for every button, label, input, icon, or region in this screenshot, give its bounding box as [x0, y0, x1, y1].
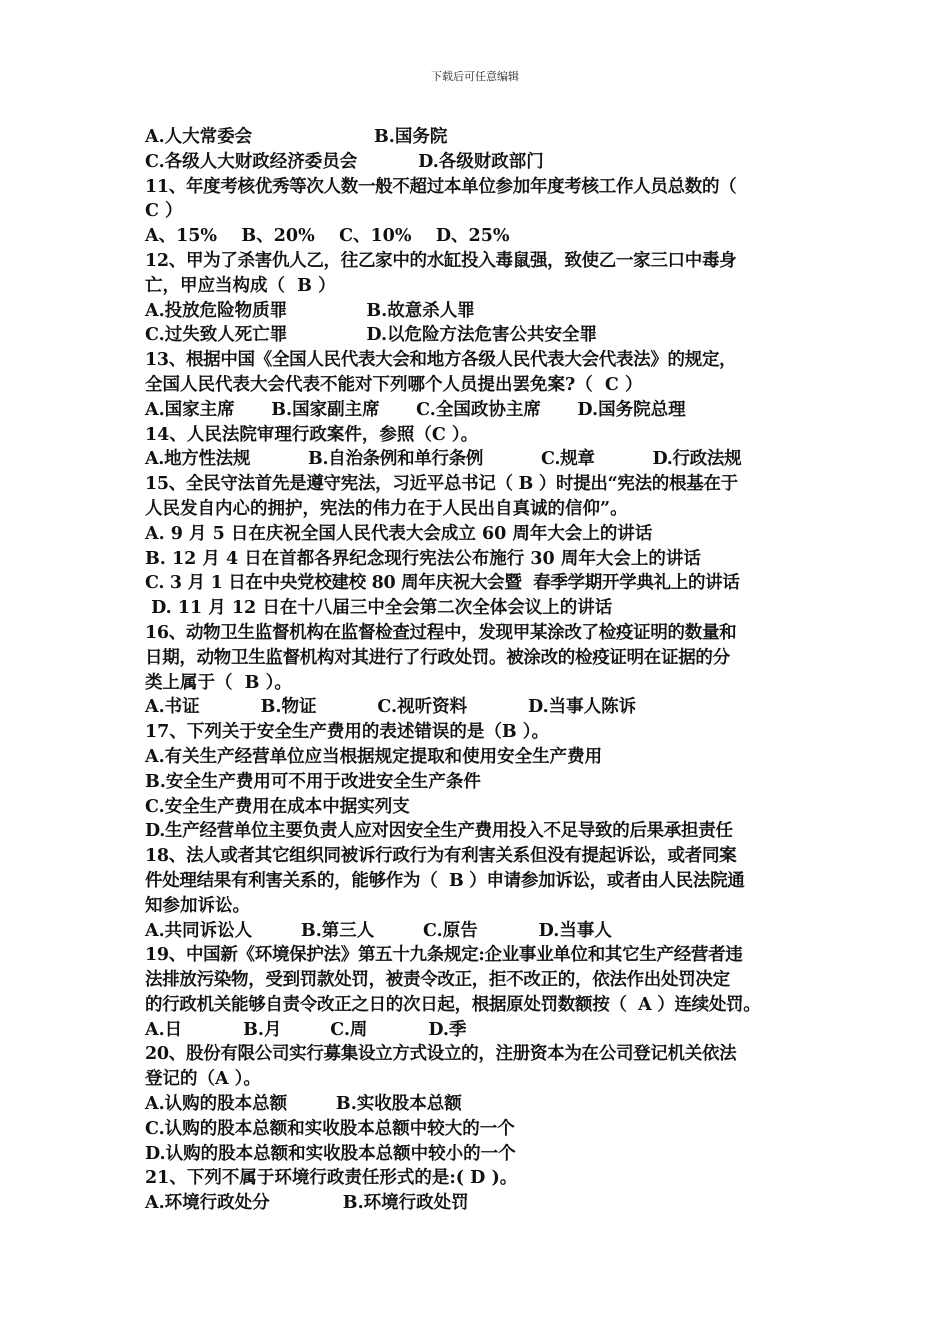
text-line: D.认购的股本总额和实收股本总额中较小的一个 [145, 1143, 516, 1164]
text-line: 知参加诉讼。 [145, 895, 250, 916]
text-line: 17、下列关于安全生产费用的表述错误的是（B ）。 [145, 722, 549, 743]
text-line: A.地方性法规 B.自治条例和单行条例 C.规章 D.行政法规 [145, 449, 742, 470]
text-line: 21、下列不属于环境行政责任形式的是:( D )。 [145, 1168, 518, 1189]
text-line: C.安全生产费用在成本中据实列支 [145, 796, 410, 817]
text-line: A. 9 月 5 日在庆祝全国人民代表大会成立 60 周年大会上的讲话 [145, 523, 653, 544]
text-line: A、15% B、20% C、10% D、25% [145, 226, 510, 247]
text-line: C.各级人大财政经济委员会 D.各级财政部门 [145, 151, 544, 172]
text-line: C ） [145, 201, 183, 222]
text-line: B.安全生产费用可不用于改进安全生产条件 [145, 771, 481, 792]
text-line: A.共同诉讼人 B.第三人 C.原告 D.当事人 [145, 920, 612, 941]
text-line: 11、年度考核优秀等次人数一般不超过本单位参加年度考核工作人员总数的（ [145, 176, 737, 197]
text-line: 亡，甲应当构成（ B ） [145, 275, 336, 296]
text-line: A.国家主席 B.国家副主席 C.全国政协主席 D.国务院总理 [145, 399, 686, 420]
text-line: 法排放污染物，受到罚款处罚，被责令改正，拒不改正的，依法作出处罚决定 [145, 970, 730, 991]
text-line: A.环境行政处分 B.环境行政处罚 [145, 1193, 469, 1214]
text-line: B. 12 月 4 日在首都各界纪念现行宪法公布施行 30 周年大会上的讲话 [145, 548, 701, 569]
text-line: 16、动物卫生监督机构在监督检查过程中，发现甲某涂改了检疫证明的数量和 [145, 622, 737, 643]
text-line: C.认购的股本总额和实收股本总额中较大的一个 [145, 1118, 515, 1139]
text-line: C.过失致人死亡罪 D.以危险方法危害公共安全罪 [145, 325, 598, 346]
text-line: 18、法人或者其它组织同被诉行政行为有利害关系但没有提起诉讼，或者同案 [145, 846, 737, 867]
text-line: D.生产经营单位主要负责人应对因安全生产费用投入不足导致的后果承担责任 [145, 821, 733, 842]
text-line: A.日 B.月 C.周 D.季 [145, 1019, 467, 1040]
text-line: 20、股份有限公司实行募集设立方式设立的，注册资本为在公司登记机关依法 [145, 1044, 737, 1065]
text-line: 类上属于（ B ）。 [145, 672, 292, 693]
text-line: 14、人民法院审理行政案件，参照（C ）。 [145, 424, 479, 445]
text-line: 全国人民代表大会代表不能对下列哪个人员提出罢免案?（ C ） [145, 374, 643, 395]
text-line: A.人大常委会 B.国务院 [145, 127, 448, 147]
text-line: 件处理结果有利害关系的，能够作为（ B ）申请参加诉讼，或者由人民法院通 [145, 870, 745, 891]
text-line: A.有关生产经营单位应当根据规定提取和使用安全生产费用 [145, 746, 603, 767]
text-line: A.投放危险物质罪 B.故意杀人罪 [145, 300, 475, 321]
document-body [145, 125, 825, 1216]
text-line: C. 3 月 1 日在中央党校建校 80 周年庆祝大会暨 春季学期开学典礼上的讲话 [145, 573, 740, 594]
text-line: A.认购的股本总额 B.实收股本总额 [145, 1094, 462, 1115]
text-line: 的行政机关能够自责令改正之日的次日起，根据原处罚数额按（ A ）连续处罚。 [145, 994, 761, 1015]
text-line: 12、甲为了杀害仇人乙，往乙家中的水缸投入毒鼠强，致使乙一家三口中毒身 [145, 250, 737, 271]
text-line: 19、中国新《环境保护法》第五十九条规定:企业事业单位和其它生产经营者违 [145, 945, 743, 966]
text-line: D. 11 月 12 日在十八届三中全会第二次全体会议上的讲话 [145, 598, 613, 619]
text-line: 人民发自内心的拥护，宪法的伟力在于人民出自真诚的信仰”。 [145, 498, 628, 519]
page-header: 下载后可任意编辑 [431, 70, 519, 83]
text-line: 13、根据中国《全国人民代表大会和地方各级人民代表大会代表法》的规定， [145, 350, 737, 371]
text-line: A.书证 B.物证 C.视听资料 D.当事人陈诉 [145, 697, 637, 718]
text-line: 日期，动物卫生监督机构对其进行了行政处罚。被涂改的检疫证明在证据的分 [145, 647, 730, 668]
text-line: 15、全民守法首先是遵守宪法，习近平总书记（ B ）时提出“宪法的根基在于 [145, 474, 738, 495]
text-line: 登记的（A ）。 [145, 1069, 261, 1090]
